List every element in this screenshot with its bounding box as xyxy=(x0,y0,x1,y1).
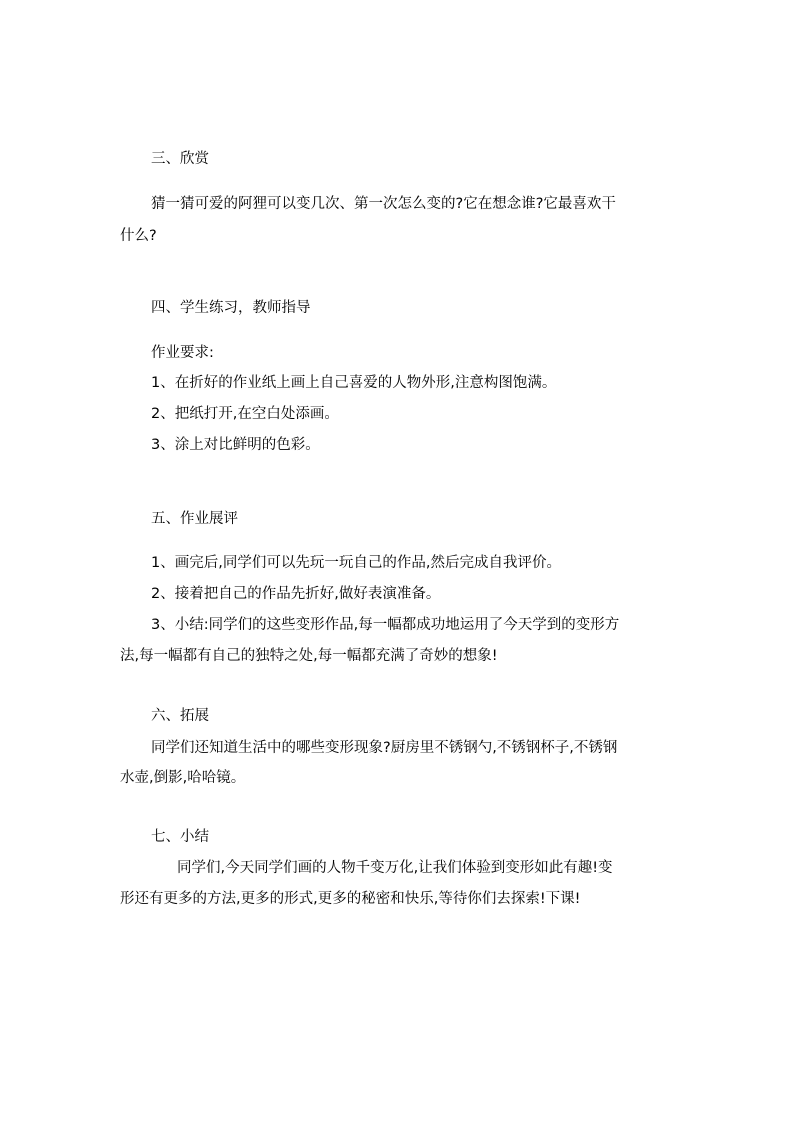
list-item: 2、把纸打开,在空白处添画。 xyxy=(151,406,339,422)
paragraph-line: 水壶,倒影,哈哈镜。 xyxy=(120,770,246,786)
requirements-label: 作业要求: xyxy=(151,345,214,361)
list-item: 2、接着把自己的作品先折好,做好表演准备。 xyxy=(151,586,441,602)
paragraph-line: 同学们还知道生活中的哪些变形现象?厨房里不锈钢勺,不锈钢杯子,不锈钢 xyxy=(151,740,618,756)
list-item: 3、小结:同学们的这些变形作品,每一幅都成功地运用了今天学到的变形方 xyxy=(151,617,620,633)
list-item-continuation: 法,每一幅都有自己的独特之处,每一幅都充满了奇妙的想象! xyxy=(120,648,498,664)
list-item: 1、在折好的作业纸上画上自己喜爱的人物外形,注意构图饱满。 xyxy=(151,375,557,391)
paragraph-line: 什么? xyxy=(120,228,157,244)
paragraph-line: 猜一猜可爱的阿狸可以变几次、第一次怎么变的?它在想念谁?它最喜欢干 xyxy=(151,196,616,212)
section-heading-review: 五、作业展评 xyxy=(151,511,238,527)
paragraph-line: 形还有更多的方法,更多的形式,更多的秘密和快乐,等待你们去探索!下课! xyxy=(120,891,581,907)
section-heading-appreciate: 三、欣赏 xyxy=(151,151,209,167)
list-item: 3、涂上对比鲜明的色彩。 xyxy=(151,437,320,453)
section-heading-summary: 七、小结 xyxy=(151,829,209,845)
section-heading-extension: 六、拓展 xyxy=(151,708,209,724)
paragraph-line: 同学们,今天同学们画的人物千变万化,让我们体验到变形如此有趣!变 xyxy=(177,860,613,876)
section-heading-practice: 四、学生练习，教师指导 xyxy=(151,300,311,316)
list-item: 1、画完后,同学们可以先玩一玩自己的作品,然后完成自我评价。 xyxy=(151,555,561,571)
